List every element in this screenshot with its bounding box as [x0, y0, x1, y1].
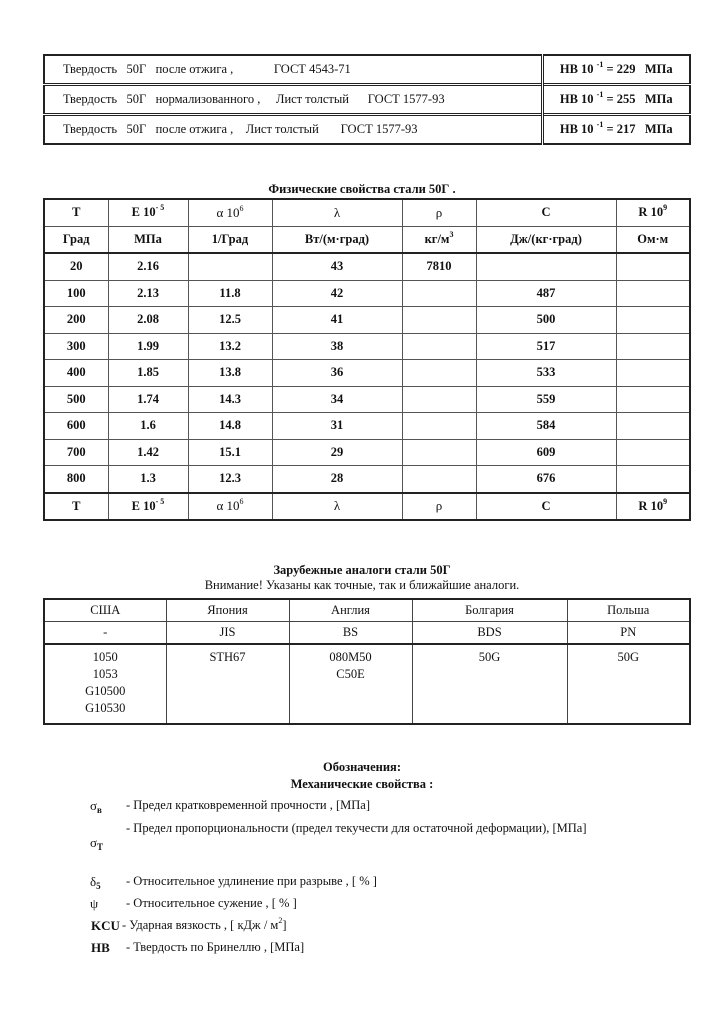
units-row-cell: Град: [44, 226, 108, 253]
country-cell: США: [44, 599, 166, 622]
standard-cell: PN: [567, 622, 690, 645]
data-cell: [616, 280, 690, 307]
data-cell: 400: [44, 360, 108, 387]
grades-row: [44, 644, 690, 724]
analogs-warning: Внимание! Указаны как точные, так и ближайшие аналоги.: [204, 578, 520, 592]
legend-description: - Твердость по Бринеллю , [МПа]: [126, 940, 305, 954]
data-cell: 13.2: [188, 333, 272, 360]
data-cell: [616, 307, 690, 334]
data-cell: 517: [476, 333, 616, 360]
data-cell: 12.5: [188, 307, 272, 334]
data-cell: [402, 307, 476, 334]
legend-title: Обозначения:: [323, 760, 401, 774]
legend-symbol: $\sigma_в$: [90, 798, 102, 815]
data-cell: 300: [44, 333, 108, 360]
data-cell: 800: [44, 466, 108, 493]
data-cell: 15.1: [188, 439, 272, 466]
data-cell: 500: [44, 386, 108, 413]
data-cell: 7810: [402, 253, 476, 280]
data-cell: 1.99: [108, 333, 188, 360]
data-cell: 2.16: [108, 253, 188, 280]
data-cell: [402, 439, 476, 466]
data-cell: 11.8: [188, 280, 272, 307]
data-cell: [402, 333, 476, 360]
data-row: [44, 307, 690, 334]
physical-table: [43, 198, 691, 521]
hardness-desc: Твердость 50Г после отжига , Лист толстый ГОСТ 1577-93: [44, 115, 542, 145]
hardness-row: [44, 115, 690, 145]
footer-row-cell: C: [476, 493, 616, 521]
data-row: [44, 466, 690, 493]
data-cell: 559: [476, 386, 616, 413]
grade-cell: [289, 644, 412, 724]
header-row-cell: α $10^6$: [188, 199, 272, 226]
grade-cell: [166, 644, 289, 724]
data-cell: 29: [272, 439, 402, 466]
standards-row: [44, 622, 690, 645]
footer-row-cell: α $10^6$: [188, 493, 272, 521]
data-cell: 533: [476, 360, 616, 387]
data-cell: 12.3: [188, 466, 272, 493]
header-row-cell: R $10^9$: [616, 199, 690, 226]
footer-row-cell: ρ: [402, 493, 476, 521]
data-cell: 609: [476, 439, 616, 466]
data-cell: 500: [476, 307, 616, 334]
standard-cell: BDS: [412, 622, 567, 645]
footer-row: [44, 493, 690, 521]
footer-row-cell: R $10^9$: [616, 493, 690, 521]
data-cell: [402, 360, 476, 387]
data-row: [44, 413, 690, 440]
grade-cell: [44, 644, 166, 724]
data-cell: 36: [272, 360, 402, 387]
legend-subtitle: Механические свойства :: [290, 777, 434, 791]
hardness-row: [44, 85, 690, 115]
data-cell: 700: [44, 439, 108, 466]
units-row-cell: Ом·м: [616, 226, 690, 253]
grade-cell: [412, 644, 567, 724]
grade: STH67: [209, 650, 246, 664]
footer-row-cell: T: [44, 493, 108, 521]
grade-cell: [567, 644, 690, 724]
countries-row: [44, 599, 690, 622]
data-cell: 600: [44, 413, 108, 440]
units-row-cell: $кг/м^3$: [402, 226, 476, 253]
data-row: [44, 360, 690, 387]
data-cell: [616, 333, 690, 360]
grade: 1053: [92, 667, 118, 681]
hardness-desc: Твердость 50Г нормализованного , Лист толстый ГОСТ 1577-93: [44, 85, 542, 115]
legend-symbol: $\delta_5$: [90, 874, 101, 891]
standard-cell: JIS: [166, 622, 289, 645]
units-row-cell: Вт/(м·град): [272, 226, 402, 253]
data-cell: 34: [272, 386, 402, 413]
units-row-cell: Дж/(кг·град): [476, 226, 616, 253]
legend-symbol: $\sigma_T$: [90, 835, 104, 852]
data-cell: 1.6: [108, 413, 188, 440]
data-cell: [616, 413, 690, 440]
legend-symbol: KCU: [91, 918, 120, 933]
header-row-cell: T: [44, 199, 108, 226]
data-cell: 28: [272, 466, 402, 493]
data-cell: 31: [272, 413, 402, 440]
legend-description: - Ударная вязкость , [ кДж / $м^2$]: [122, 916, 287, 932]
data-cell: 38: [272, 333, 402, 360]
country-cell: Болгария: [412, 599, 567, 622]
data-row: [44, 280, 690, 307]
data-row: [44, 333, 690, 360]
data-cell: 1.85: [108, 360, 188, 387]
data-cell: [616, 253, 690, 280]
data-cell: 1.74: [108, 386, 188, 413]
units-row-cell: МПа: [108, 226, 188, 253]
data-cell: [616, 466, 690, 493]
grade: 080M50: [329, 650, 372, 664]
grade: G10530: [85, 701, 126, 715]
standard-cell: BS: [289, 622, 412, 645]
data-cell: 100: [44, 280, 108, 307]
legend-description: - Предел кратковременной прочности , [МПа]: [126, 798, 371, 812]
data-row: [44, 386, 690, 413]
data-cell: 14.8: [188, 413, 272, 440]
country-cell: Польша: [567, 599, 690, 622]
grade: G10500: [85, 684, 126, 698]
legend-symbol: HB: [91, 940, 110, 955]
hardness-value: HB 10 $^{-1}$ = 229 МПа: [542, 55, 690, 85]
header-row-cell: E $10^{- 5}$: [108, 199, 188, 226]
data-cell: [188, 253, 272, 280]
data-cell: 42: [272, 280, 402, 307]
data-cell: 43: [272, 253, 402, 280]
hardness-row: [44, 55, 690, 85]
header-row: [44, 199, 690, 226]
data-row: [44, 439, 690, 466]
data-row: [44, 253, 690, 280]
analogs-title: Зарубежные аналоги стали 50Г: [273, 563, 451, 577]
data-cell: [402, 280, 476, 307]
hardness-table: [43, 54, 691, 145]
grade: 1050: [92, 650, 118, 664]
data-cell: 41: [272, 307, 402, 334]
data-cell: 1.42: [108, 439, 188, 466]
hardness-desc: Твердость 50Г после отжига , ГОСТ 4543-71: [44, 55, 542, 85]
hardness-value: HB 10 $^{-1}$ = 255 МПа: [542, 85, 690, 115]
physical-title: Физические свойства стали 50Г .: [268, 182, 456, 196]
data-cell: 200: [44, 307, 108, 334]
data-cell: 20: [44, 253, 108, 280]
data-cell: [616, 386, 690, 413]
grade: C50E: [336, 667, 365, 681]
data-cell: [476, 253, 616, 280]
footer-row-cell: λ: [272, 493, 402, 521]
data-cell: [402, 386, 476, 413]
legend-description: - Относительное удлинение при разрыве , [ % ]: [126, 874, 377, 888]
analogs-table: [43, 598, 691, 725]
data-cell: 14.3: [188, 386, 272, 413]
data-cell: 584: [476, 413, 616, 440]
grade: 50G: [617, 650, 640, 664]
units-row: [44, 226, 690, 253]
data-cell: [616, 360, 690, 387]
data-cell: 1.3: [108, 466, 188, 493]
legend-description: - Относительное сужение , [ % ]: [126, 896, 297, 910]
hardness-value: HB 10 $^{-1}$ = 217 МПа: [542, 115, 690, 145]
header-row-cell: ρ: [402, 199, 476, 226]
footer-row-cell: E $10^{- 5}$: [108, 493, 188, 521]
country-cell: Япония: [166, 599, 289, 622]
data-cell: 13.8: [188, 360, 272, 387]
data-cell: 487: [476, 280, 616, 307]
standard-cell: -: [44, 622, 166, 645]
data-cell: 2.13: [108, 280, 188, 307]
legend-symbol: ψ: [90, 896, 99, 911]
data-cell: 2.08: [108, 307, 188, 334]
units-row-cell: 1/Град: [188, 226, 272, 253]
data-cell: [402, 466, 476, 493]
header-row-cell: C: [476, 199, 616, 226]
data-cell: [402, 413, 476, 440]
data-cell: 676: [476, 466, 616, 493]
header-row-cell: λ: [272, 199, 402, 226]
legend-description: - Предел пропорциональности (предел текучести для остаточной деформации), [МПа]: [126, 821, 587, 835]
data-cell: [616, 439, 690, 466]
country-cell: Англия: [289, 599, 412, 622]
grade: 50G: [478, 650, 501, 664]
